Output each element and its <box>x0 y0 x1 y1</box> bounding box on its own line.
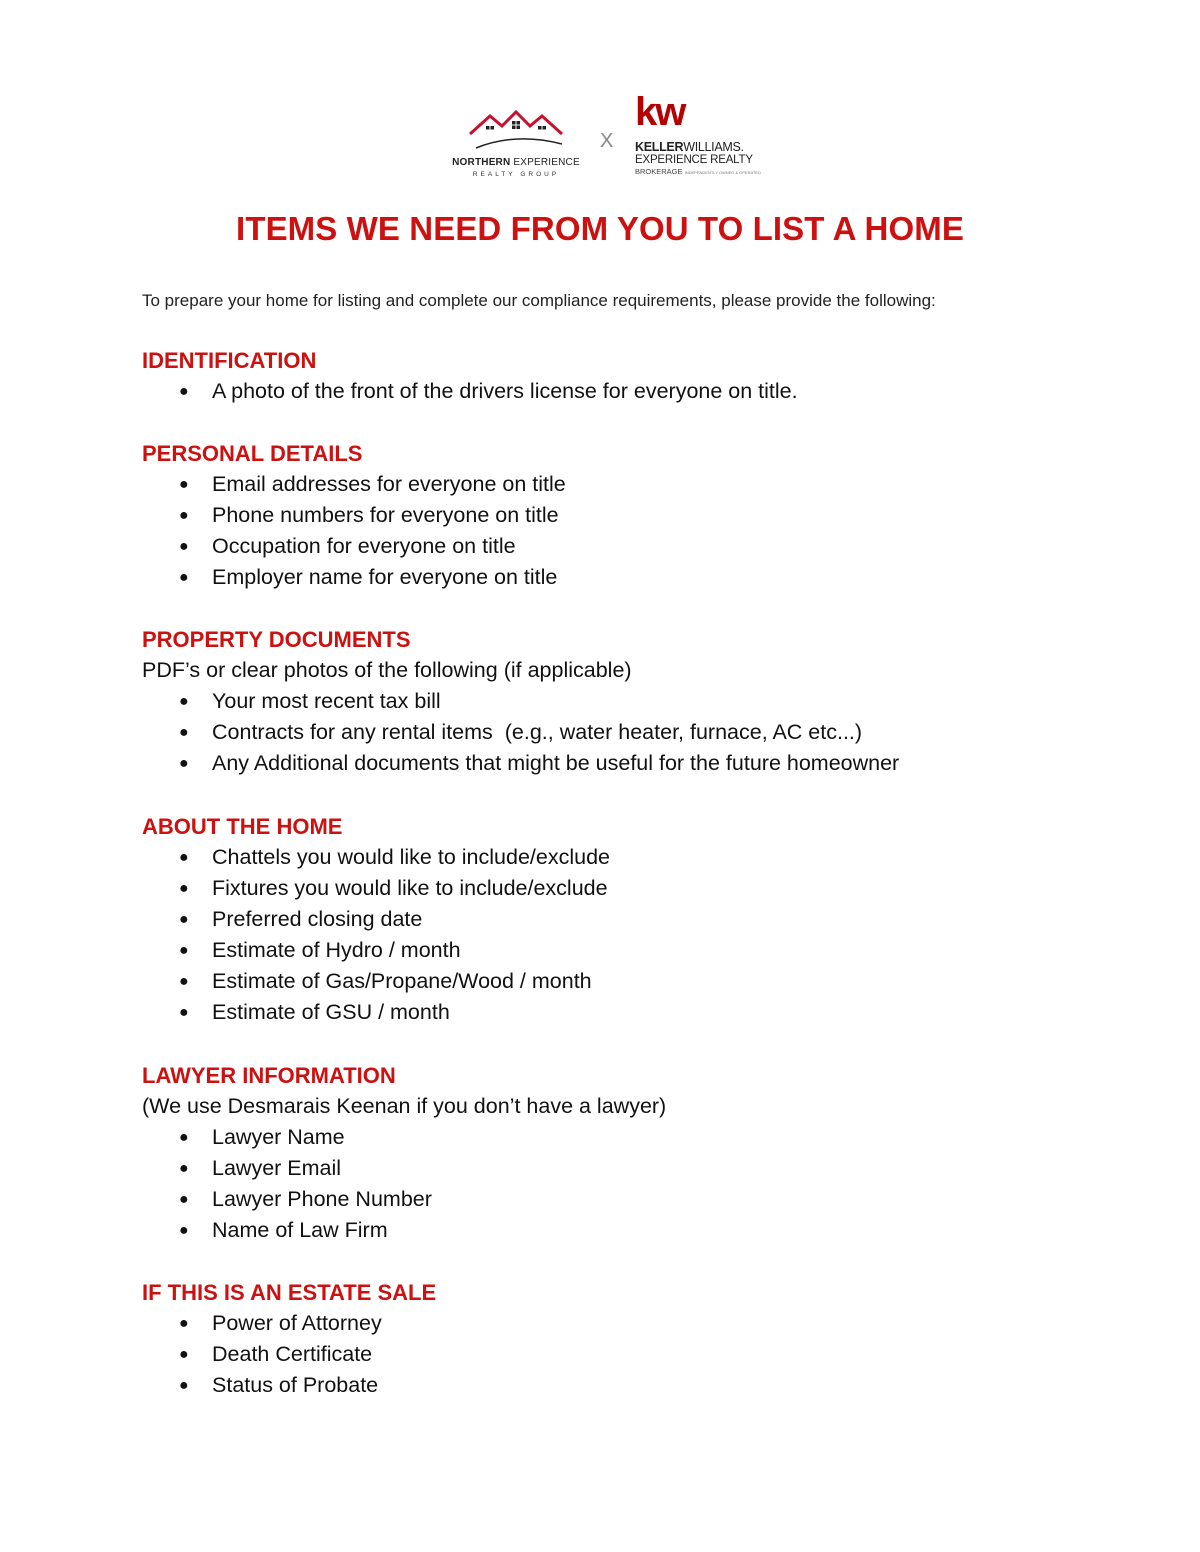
bullet-icon: ● <box>179 911 189 928</box>
section-note: PDF’s or clear photos of the following (if applicable) <box>142 658 632 682</box>
bullet-icon: ● <box>179 973 189 990</box>
bullet-icon: ● <box>179 849 189 866</box>
bullet-icon: ● <box>179 1160 189 1177</box>
intro-text: To prepare your home for listing and complete our compliance requirements, please provide the following: <box>142 291 936 310</box>
logo-header <box>0 90 1200 188</box>
section-property-documents <box>142 624 1102 779</box>
section-estate-sale <box>142 1277 1102 1401</box>
bullet-icon: ● <box>179 1377 189 1394</box>
bullet-icon: ● <box>179 383 189 400</box>
bullet-icon: ● <box>179 1222 189 1239</box>
item-list <box>142 686 1102 779</box>
item-list <box>142 469 1102 593</box>
bullet-icon: ● <box>179 724 189 741</box>
item-list <box>142 376 1102 407</box>
bullet-icon: ● <box>179 569 189 586</box>
item-list <box>142 842 1102 1028</box>
bullet-icon: ● <box>179 755 189 772</box>
list-item: ● Estimate of GSU / month <box>142 997 1102 1028</box>
list-item: ● Occupation for everyone on title <box>142 531 1102 562</box>
list-item: ● Your most recent tax bill <box>142 686 1102 717</box>
list-item: ● Any Additional documents that might be useful for the future homeowner <box>142 748 1102 779</box>
list-item: ● Preferred closing date <box>142 904 1102 935</box>
kw-brokerage: BROKERAGE INDEPENDENTLY OWNED & OPERATED <box>635 167 761 176</box>
bullet-icon: ● <box>179 476 189 493</box>
section-heading: IF THIS IS AN ESTATE SALE <box>142 1280 437 1305</box>
page-title: ITEMS WE NEED FROM YOU TO LIST A HOME <box>236 210 964 247</box>
list-item: ● Contracts for any rental items (e.g., water heater, furnace, AC etc...) <box>142 717 1102 748</box>
northern-experience-logo <box>446 102 586 182</box>
section-personal-details <box>142 438 1102 593</box>
item-list <box>142 1122 1102 1246</box>
bullet-icon: ● <box>179 1004 189 1021</box>
section-heading: LAWYER INFORMATION <box>142 1063 396 1088</box>
bullet-icon: ● <box>179 1346 189 1363</box>
bullet-icon: ● <box>179 538 189 555</box>
northern-experience-name: NORTHERN EXPERIENCE <box>452 157 580 168</box>
list-item: ● Phone numbers for everyone on title <box>142 500 1102 531</box>
northern-experience-subtitle: REALTY GROUP <box>472 171 560 178</box>
list-item: ● Lawyer Email <box>142 1153 1102 1184</box>
section-heading: PROPERTY DOCUMENTS <box>142 627 411 652</box>
kw-name: KELLERWILLIAMS. <box>635 140 744 154</box>
section-lawyer-information <box>142 1060 1102 1246</box>
list-item: ● Employer name for everyone on title <box>142 562 1102 593</box>
bullet-icon: ● <box>179 693 189 710</box>
list-item: ● Lawyer Name <box>142 1122 1102 1153</box>
keller-williams-logo <box>635 90 765 180</box>
section-heading: PERSONAL DETAILS <box>142 441 363 466</box>
bullet-icon: ● <box>179 1129 189 1146</box>
item-list <box>142 1308 1102 1401</box>
list-item: ● Estimate of Hydro / month <box>142 935 1102 966</box>
list-item: ● Name of Law Firm <box>142 1215 1102 1246</box>
list-item: ● Estimate of Gas/Propane/Wood / month <box>142 966 1102 997</box>
bullet-icon: ● <box>179 1191 189 1208</box>
list-item: ● A photo of the front of the drivers license for everyone on title. <box>142 376 1102 407</box>
bullet-icon: ● <box>179 880 189 897</box>
section-heading: ABOUT THE HOME <box>142 814 343 839</box>
section-about-the-home <box>142 811 1102 1028</box>
list-item: ● Fixtures you would like to include/exclude <box>142 873 1102 904</box>
section-note: (We use Desmarais Keenan if you don’t have a lawyer) <box>142 1094 667 1118</box>
bullet-icon: ● <box>179 507 189 524</box>
list-item: ● Status of Probate <box>142 1370 1102 1401</box>
section-identification <box>142 345 1102 407</box>
logo-separator: X <box>600 130 614 152</box>
list-item: ● Chattels you would like to include/exclude <box>142 842 1102 873</box>
list-item: ● Lawyer Phone Number <box>142 1184 1102 1215</box>
kw-experience-realty: EXPERIENCE REALTY <box>635 154 753 166</box>
bullet-icon: ● <box>179 942 189 959</box>
section-heading: IDENTIFICATION <box>142 348 317 373</box>
list-item: ● Power of Attorney <box>142 1308 1102 1339</box>
bullet-icon: ● <box>179 1315 189 1332</box>
kw-mark: kw <box>635 90 685 134</box>
list-item: ● Email addresses for everyone on title <box>142 469 1102 500</box>
house-roofs-icon <box>446 102 586 154</box>
list-item: ● Death Certificate <box>142 1339 1102 1370</box>
